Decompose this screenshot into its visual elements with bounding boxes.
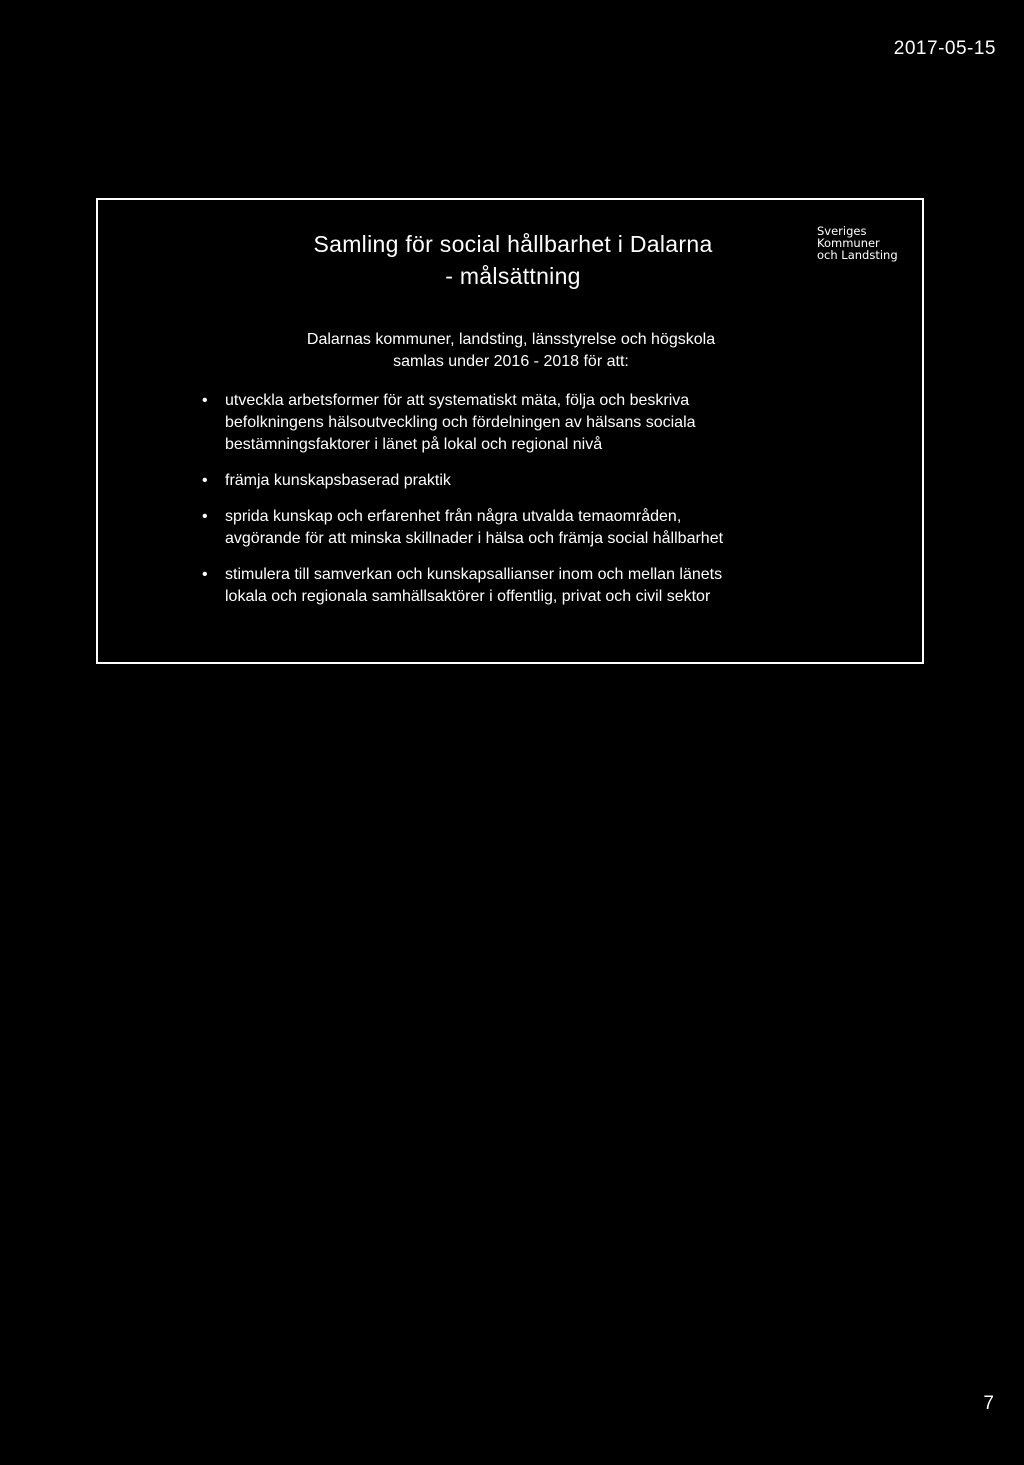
skl-logo <box>817 225 898 261</box>
goal-item-line: avgörande för att minska skillnader i hälsa och främja social hållbarhet <box>225 530 724 547</box>
goal-list <box>198 390 918 622</box>
intro-text <box>98 329 924 373</box>
skl-logo-line-1: Sveriges <box>817 224 867 238</box>
page-number: 7 <box>983 1393 994 1414</box>
goal-item-line: främja kunskapsbaserad praktik <box>225 472 451 489</box>
goal-item <box>198 470 918 492</box>
slide-title-line-1: Samling för social hållbarhet i Dalarna <box>313 231 713 257</box>
skl-logo-line-2: Kommuner <box>817 236 880 250</box>
bullet-icon: • <box>202 508 208 525</box>
skl-logo-line-3: och Landsting <box>817 248 898 262</box>
goal-item-line: befolkningens hälsoutveckling och fördelningen av hälsans sociala <box>225 414 696 431</box>
page-date: 2017-05-15 <box>893 38 996 59</box>
bullet-icon: • <box>202 472 208 489</box>
goal-item-line: sprida kunskap och erfarenhet från några utvalda temaområden, <box>225 508 682 525</box>
goal-item-line: bestämningsfaktorer i länet på lokal och regional nivå <box>225 436 603 453</box>
slide-title <box>98 228 928 292</box>
goal-item-line: utveckla arbetsformer för att systematiskt mäta, följa och beskriva <box>225 392 690 409</box>
slide-frame <box>96 198 924 664</box>
slide-title-line-2: - målsättning <box>445 263 581 289</box>
goal-item <box>198 506 918 550</box>
goal-item-line: lokala och regionala samhällsaktörer i offentlig, privat och civil sektor <box>225 588 711 605</box>
bullet-icon: • <box>202 392 208 409</box>
intro-line-1: Dalarnas kommuner, landsting, länsstyrelse och högskola <box>306 331 716 348</box>
goal-item <box>198 564 918 608</box>
intro-line-2: samlas under 2016 - 2018 för att: <box>393 353 629 370</box>
bullet-icon: • <box>202 566 208 583</box>
goal-item-line: stimulera till samverkan och kunskapsallianser inom och mellan länets <box>225 566 723 583</box>
goal-item <box>198 390 918 456</box>
